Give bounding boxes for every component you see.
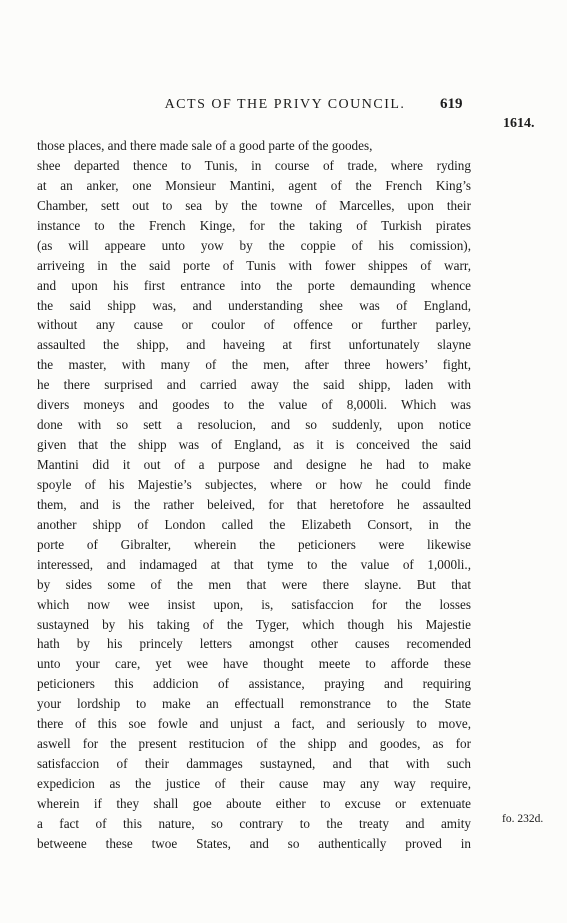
text-line: spoyle of his Majestie’s subjectes, where or how he could finde xyxy=(37,476,471,492)
text-line: interessed, and indamaged at that tyme to the value of 1,000li., xyxy=(37,556,471,572)
text-line: peticioners this addicion of assistance, praying and requiring xyxy=(37,676,471,692)
text-line: those places, and there made sale of a good parte of the goodes, xyxy=(37,138,373,153)
text-line: betweene these twoe States, and so authentically proved in xyxy=(37,835,471,851)
text-line: done with so sett a resolucion, and so suddenly, upon notice xyxy=(37,417,471,433)
text-line: given that the shipp was of England, as it is conceived the said xyxy=(37,437,471,453)
margin-folio-note: fo. 232d. xyxy=(502,813,544,825)
text-line: Mantini did it out of a purpose and designe he had to make xyxy=(37,457,471,472)
text-line: a fact of this nature, so contrary to the treaty and amity xyxy=(37,815,471,831)
text-line: porte of Gibralter, wherein the peticioners were likewise xyxy=(37,536,471,552)
text-line: aswell for the present restitucion of the shipp and goodes, as for xyxy=(37,736,471,752)
text-line: there of this soe fowle and unjust a fact, and seriously to move, xyxy=(37,716,471,732)
text-line: which now wee insist upon, is, satisfaccion for the losses xyxy=(37,596,471,612)
text-line: at an anker, one Monsieur Mantini, agent of the French King’s xyxy=(37,177,471,193)
text-line: and upon his first entrance into the porte demaunding whence xyxy=(37,277,471,293)
text-line: divers moneys and goodes to the value of 8,000li. Which was xyxy=(37,397,471,413)
body-text xyxy=(37,136,471,854)
text-line: without any cause or coulor of offence or further parley, xyxy=(37,317,471,333)
text-line: assaulted the shipp, and haveing at first unfortunately slayne xyxy=(37,337,471,353)
text-line: sustayned by his taking of the Tyger, which though his Majestie xyxy=(37,616,471,632)
text-line: by sides some of the men that were there slayne. But that xyxy=(37,576,471,592)
text-line: arriveing in the said porte of Tunis with fower shippes of warr, xyxy=(37,257,471,273)
text-line: the master, with many of the men, after three howers’ fight, xyxy=(37,357,471,373)
text-line: them, and is the rather beleived, for that heretofore he assaulted xyxy=(37,496,471,512)
page-number: 619 xyxy=(440,96,463,112)
margin-year-note: 1614. xyxy=(503,116,535,131)
text-line: another shipp of London called the Elizabeth Consort, in the xyxy=(37,516,471,532)
text-line: satisfaccion of their dammages sustayned, and that with such xyxy=(37,756,471,772)
text-line: expedicion as the justice of their cause may any way require, xyxy=(37,776,471,791)
text-line: Chamber, sett out to sea by the towne of Marcelles, upon their xyxy=(37,197,471,213)
text-line: the said shipp was, and understanding shee was of England, xyxy=(37,297,471,313)
text-line: he there surprised and carried away the said shipp, laden with xyxy=(37,377,471,393)
running-head: ACTS OF THE PRIVY COUNCIL. xyxy=(164,97,406,112)
text-line: instance to the French Kinge, for the taking of Turkish pirates xyxy=(37,217,471,233)
text-line: wherein if they shall goe aboute either to excuse or extenuate xyxy=(37,795,471,811)
text-line: hath by his princely letters amongst other causes recomended xyxy=(37,636,471,652)
text-line: your lordship to make an effectuall remonstrance to the State xyxy=(37,696,471,712)
text-line: (as will appeare unto yow by the coppie of his comission), xyxy=(37,237,471,253)
text-line: unto your care, yet wee have thought meete to afforde these xyxy=(37,656,471,672)
text-line: shee departed thence to Tunis, in course of trade, where ryding xyxy=(37,157,471,173)
